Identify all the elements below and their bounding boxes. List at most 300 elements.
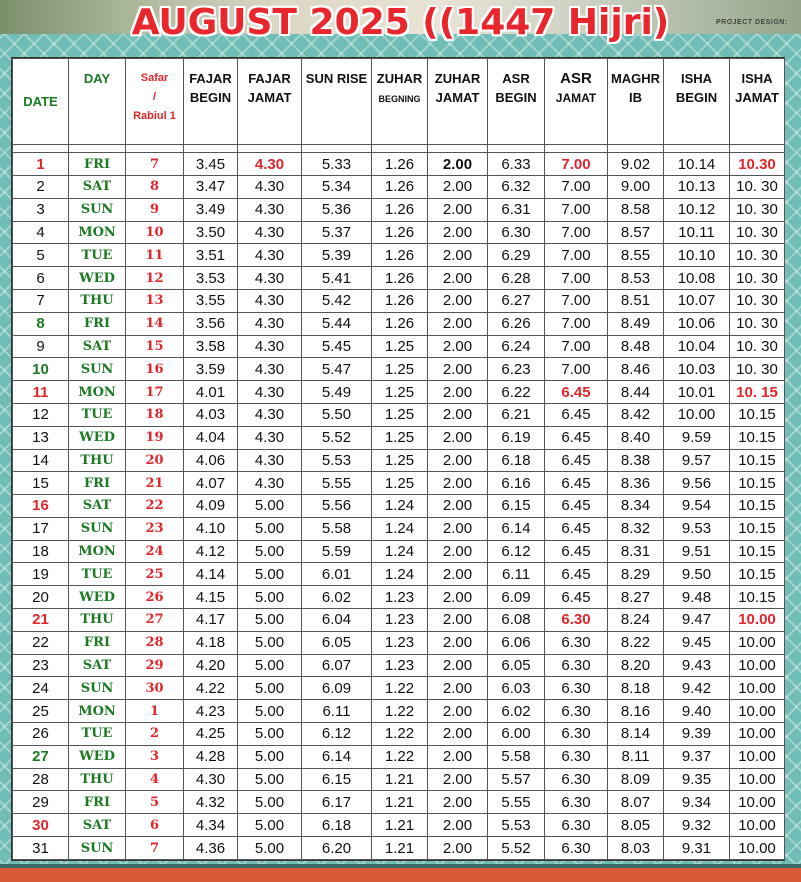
cell-hijri: 10: [126, 221, 184, 244]
project-credit: PROJECT DESIGN:: [716, 19, 788, 26]
cell-fajar-begin: 4.36: [184, 837, 238, 860]
table-row: [13, 814, 785, 837]
cell-asr-begin: 6.29: [488, 244, 545, 267]
cell-isha-jamat: 10.15: [730, 449, 785, 472]
prayer-timetable: [12, 58, 785, 860]
cell-isha-jamat: 10. 30: [730, 244, 785, 267]
cell-date: 26: [13, 723, 69, 746]
cell-hijri: 5: [126, 791, 184, 814]
cell-sunrise: 5.59: [302, 540, 372, 563]
cell-hijri: 22: [126, 495, 184, 518]
cell-fajar-begin: 3.58: [184, 335, 238, 358]
cell-maghrib: 9.02: [608, 153, 664, 176]
cell-fajar-begin: 4.28: [184, 745, 238, 768]
cell-zuhar-begin: 1.23: [372, 586, 428, 609]
cell-fajar-jamat: 4.30: [238, 449, 302, 472]
cell-isha-jamat: 10.15: [730, 472, 785, 495]
cell-maghrib: 8.36: [608, 472, 664, 495]
cell-day: FRI: [69, 791, 126, 814]
cell-asr-begin: 6.14: [488, 517, 545, 540]
cell-asr-jamat: 6.45: [545, 586, 608, 609]
cell-zuhar-jamat: 2.00: [428, 586, 488, 609]
cell-isha-begin: 10.10: [664, 244, 730, 267]
cell-fajar-begin: 4.07: [184, 472, 238, 495]
cell-date: 31: [13, 837, 69, 860]
cell-fajar-begin: 4.23: [184, 700, 238, 723]
cell-asr-jamat: 6.30: [545, 677, 608, 700]
header-fajar-begin: FAJAR BEGIN: [184, 59, 238, 145]
cell-day: SUN: [69, 517, 126, 540]
table-row: [13, 153, 785, 176]
cell-asr-jamat: 6.45: [545, 517, 608, 540]
cell-asr-begin: 6.28: [488, 267, 545, 290]
cell-asr-jamat: 6.30: [545, 745, 608, 768]
cell-isha-begin: 9.48: [664, 586, 730, 609]
table-row: [13, 472, 785, 495]
cell-zuhar-begin: 1.26: [372, 312, 428, 335]
cell-sunrise: 6.14: [302, 745, 372, 768]
cell-date: 15: [13, 472, 69, 495]
cell-fajar-begin: 3.59: [184, 358, 238, 381]
cell-fajar-begin: 4.34: [184, 814, 238, 837]
cell-day: MON: [69, 540, 126, 563]
cell-asr-jamat: 7.00: [545, 335, 608, 358]
cell-fajar-jamat: 4.30: [238, 403, 302, 426]
cell-zuhar-begin: 1.25: [372, 403, 428, 426]
cell-date: 4: [13, 221, 69, 244]
cell-fajar-begin: 4.32: [184, 791, 238, 814]
cell-isha-begin: 9.57: [664, 449, 730, 472]
cell-hijri: 20: [126, 449, 184, 472]
cell-hijri: 24: [126, 540, 184, 563]
cell-maghrib: 8.55: [608, 244, 664, 267]
cell-zuhar-jamat: 2.00: [428, 472, 488, 495]
cell-sunrise: 5.42: [302, 289, 372, 312]
cell-sunrise: 5.58: [302, 517, 372, 540]
cell-date: 13: [13, 426, 69, 449]
cell-fajar-jamat: 5.00: [238, 814, 302, 837]
cell-asr-begin: 5.52: [488, 837, 545, 860]
cell-asr-jamat: 6.30: [545, 609, 608, 632]
cell-sunrise: 5.41: [302, 267, 372, 290]
cell-maghrib: 8.07: [608, 791, 664, 814]
cell-maghrib: 8.18: [608, 677, 664, 700]
cell-maghrib: 8.42: [608, 403, 664, 426]
cell-isha-jamat: 10.00: [730, 654, 785, 677]
cell-sunrise: 6.01: [302, 563, 372, 586]
cell-zuhar-begin: 1.26: [372, 244, 428, 267]
cell-hijri: 13: [126, 289, 184, 312]
cell-zuhar-jamat: 2.00: [428, 267, 488, 290]
cell-date: 28: [13, 768, 69, 791]
cell-isha-jamat: 10.00: [730, 723, 785, 746]
cell-day: SUN: [69, 358, 126, 381]
cell-fajar-jamat: 4.30: [238, 267, 302, 290]
cell-date: 20: [13, 586, 69, 609]
cell-isha-begin: 9.31: [664, 837, 730, 860]
cell-isha-jamat: 10.15: [730, 517, 785, 540]
cell-zuhar-jamat: 2.00: [428, 244, 488, 267]
cell-day: TUE: [69, 403, 126, 426]
cell-date: 3: [13, 198, 69, 221]
cell-zuhar-jamat: 2.00: [428, 312, 488, 335]
cell-sunrise: 6.07: [302, 654, 372, 677]
cell-maghrib: 8.09: [608, 768, 664, 791]
cell-sunrise: 6.04: [302, 609, 372, 632]
cell-zuhar-begin: 1.23: [372, 654, 428, 677]
cell-zuhar-jamat: 2.00: [428, 540, 488, 563]
cell-hijri: 18: [126, 403, 184, 426]
cell-hijri: 8: [126, 175, 184, 198]
cell-zuhar-jamat: 2.00: [428, 198, 488, 221]
cell-isha-jamat: 10.00: [730, 677, 785, 700]
cell-zuhar-jamat: 2.00: [428, 335, 488, 358]
cell-fajar-begin: 4.01: [184, 381, 238, 404]
cell-fajar-jamat: 5.00: [238, 791, 302, 814]
cell-fajar-jamat: 5.00: [238, 495, 302, 518]
cell-hijri: 21: [126, 472, 184, 495]
table-row: [13, 381, 785, 404]
cell-fajar-begin: 3.55: [184, 289, 238, 312]
cell-zuhar-begin: 1.24: [372, 495, 428, 518]
cell-hijri: 19: [126, 426, 184, 449]
cell-zuhar-jamat: 2.00: [428, 153, 488, 176]
cell-date: 17: [13, 517, 69, 540]
cell-hijri: 23: [126, 517, 184, 540]
cell-fajar-jamat: 5.00: [238, 654, 302, 677]
cell-zuhar-begin: 1.25: [372, 335, 428, 358]
table-row: [13, 358, 785, 381]
cell-date: 7: [13, 289, 69, 312]
cell-isha-jamat: 10.00: [730, 814, 785, 837]
cell-asr-jamat: 7.00: [545, 175, 608, 198]
cell-asr-jamat: 6.45: [545, 381, 608, 404]
cell-isha-jamat: 10. 30: [730, 289, 785, 312]
cell-date: 6: [13, 267, 69, 290]
cell-asr-begin: 6.12: [488, 540, 545, 563]
cell-zuhar-jamat: 2.00: [428, 426, 488, 449]
header-fajar-jamat: FAJAR JAMAT: [238, 59, 302, 145]
cell-isha-jamat: 10.15: [730, 563, 785, 586]
cell-fajar-begin: 4.14: [184, 563, 238, 586]
cell-fajar-begin: 4.03: [184, 403, 238, 426]
header-day: DAY: [69, 59, 126, 145]
cell-fajar-jamat: 5.00: [238, 631, 302, 654]
cell-asr-begin: 6.23: [488, 358, 545, 381]
cell-hijri: 29: [126, 654, 184, 677]
cell-hijri: 15: [126, 335, 184, 358]
cell-zuhar-jamat: 2.00: [428, 609, 488, 632]
header-asr-jamat: ASR JAMAT: [545, 59, 608, 145]
cell-sunrise: 5.33: [302, 153, 372, 176]
cell-isha-jamat: 10. 30: [730, 221, 785, 244]
cell-hijri: 9: [126, 198, 184, 221]
cell-day: SAT: [69, 335, 126, 358]
cell-day: WED: [69, 745, 126, 768]
cell-date: 29: [13, 791, 69, 814]
cell-fajar-begin: 3.56: [184, 312, 238, 335]
cell-asr-jamat: 6.30: [545, 654, 608, 677]
table-row: [13, 335, 785, 358]
cell-fajar-jamat: 4.30: [238, 289, 302, 312]
cell-date: 24: [13, 677, 69, 700]
cell-zuhar-jamat: 2.00: [428, 654, 488, 677]
cell-day: THU: [69, 449, 126, 472]
table-row: [13, 267, 785, 290]
cell-zuhar-begin: 1.22: [372, 723, 428, 746]
cell-isha-jamat: 10.00: [730, 609, 785, 632]
cell-zuhar-begin: 1.24: [372, 540, 428, 563]
cell-sunrise: 5.34: [302, 175, 372, 198]
cell-isha-begin: 10.04: [664, 335, 730, 358]
cell-date: 1: [13, 153, 69, 176]
table-row: [13, 586, 785, 609]
cell-isha-jamat: 10.00: [730, 631, 785, 654]
header-date: DATE: [13, 59, 69, 145]
cell-hijri: 3: [126, 745, 184, 768]
table-row: [13, 403, 785, 426]
cell-maghrib: 8.46: [608, 358, 664, 381]
table-row: [13, 837, 785, 860]
cell-fajar-jamat: 4.30: [238, 472, 302, 495]
cell-asr-begin: 6.00: [488, 723, 545, 746]
cell-date: 18: [13, 540, 69, 563]
cell-maghrib: 8.29: [608, 563, 664, 586]
cell-isha-begin: 9.40: [664, 700, 730, 723]
cell-isha-begin: 10.13: [664, 175, 730, 198]
cell-fajar-jamat: 5.00: [238, 540, 302, 563]
cell-fajar-begin: 4.30: [184, 768, 238, 791]
cell-day: MON: [69, 700, 126, 723]
cell-maghrib: 9.00: [608, 175, 664, 198]
cell-fajar-jamat: 4.30: [238, 426, 302, 449]
cell-asr-jamat: 6.30: [545, 700, 608, 723]
cell-fajar-begin: 4.09: [184, 495, 238, 518]
cell-isha-jamat: 10.15: [730, 540, 785, 563]
cell-fajar-jamat: 4.30: [238, 381, 302, 404]
cell-isha-begin: 9.39: [664, 723, 730, 746]
cell-day: SAT: [69, 175, 126, 198]
page-title: AUGUST 2025 ((1447 Hijri): [131, 2, 670, 43]
cell-asr-jamat: 6.45: [545, 449, 608, 472]
cell-maghrib: 8.38: [608, 449, 664, 472]
cell-maghrib: 8.58: [608, 198, 664, 221]
table-row: [13, 791, 785, 814]
cell-asr-begin: 6.11: [488, 563, 545, 586]
cell-zuhar-begin: 1.26: [372, 153, 428, 176]
cell-maghrib: 8.51: [608, 289, 664, 312]
cell-maghrib: 8.05: [608, 814, 664, 837]
cell-asr-begin: 6.02: [488, 700, 545, 723]
cell-zuhar-begin: 1.21: [372, 791, 428, 814]
cell-asr-begin: 6.18: [488, 449, 545, 472]
cell-asr-begin: 6.03: [488, 677, 545, 700]
cell-hijri: 1: [126, 700, 184, 723]
cell-day: FRI: [69, 472, 126, 495]
header-zuhar-jamat: ZUHAR JAMAT: [428, 59, 488, 145]
cell-isha-begin: 10.03: [664, 358, 730, 381]
cell-isha-jamat: 10.15: [730, 426, 785, 449]
spacer-row: [13, 145, 785, 153]
cell-zuhar-begin: 1.21: [372, 837, 428, 860]
cell-isha-jamat: 10.00: [730, 745, 785, 768]
cell-asr-begin: 6.06: [488, 631, 545, 654]
table-row: [13, 426, 785, 449]
cell-date: 21: [13, 609, 69, 632]
cell-isha-jamat: 10.15: [730, 403, 785, 426]
cell-fajar-jamat: 5.00: [238, 768, 302, 791]
cell-isha-jamat: 10.30: [730, 153, 785, 176]
cell-zuhar-begin: 1.23: [372, 631, 428, 654]
cell-day: MON: [69, 221, 126, 244]
cell-fajar-begin: 3.50: [184, 221, 238, 244]
cell-day: FRI: [69, 631, 126, 654]
cell-sunrise: 5.47: [302, 358, 372, 381]
table-row: [13, 198, 785, 221]
cell-asr-begin: 6.09: [488, 586, 545, 609]
cell-asr-begin: 6.24: [488, 335, 545, 358]
cell-asr-jamat: 7.00: [545, 198, 608, 221]
cell-asr-jamat: 7.00: [545, 358, 608, 381]
cell-maghrib: 8.53: [608, 267, 664, 290]
cell-sunrise: 6.20: [302, 837, 372, 860]
cell-isha-begin: 9.35: [664, 768, 730, 791]
cell-zuhar-jamat: 2.00: [428, 768, 488, 791]
cell-isha-jamat: 10.00: [730, 768, 785, 791]
cell-day: SUN: [69, 677, 126, 700]
table-row: [13, 654, 785, 677]
cell-fajar-begin: 4.10: [184, 517, 238, 540]
cell-sunrise: 5.52: [302, 426, 372, 449]
cell-maghrib: 8.20: [608, 654, 664, 677]
cell-asr-jamat: 6.30: [545, 768, 608, 791]
cell-asr-begin: 6.27: [488, 289, 545, 312]
cell-maghrib: 8.11: [608, 745, 664, 768]
cell-sunrise: 5.53: [302, 449, 372, 472]
cell-day: THU: [69, 609, 126, 632]
cell-fajar-begin: 4.25: [184, 723, 238, 746]
cell-asr-jamat: 6.30: [545, 791, 608, 814]
cell-zuhar-begin: 1.26: [372, 289, 428, 312]
cell-zuhar-begin: 1.25: [372, 358, 428, 381]
cell-isha-begin: 10.12: [664, 198, 730, 221]
cell-maghrib: 8.49: [608, 312, 664, 335]
cell-date: 14: [13, 449, 69, 472]
cell-zuhar-jamat: 2.00: [428, 745, 488, 768]
cell-sunrise: 5.56: [302, 495, 372, 518]
cell-zuhar-jamat: 2.00: [428, 175, 488, 198]
cell-fajar-begin: 4.15: [184, 586, 238, 609]
cell-asr-begin: 6.30: [488, 221, 545, 244]
cell-isha-jamat: 10.00: [730, 837, 785, 860]
header-asr-begin: ASR BEGIN: [488, 59, 545, 145]
cell-day: FRI: [69, 153, 126, 176]
cell-day: WED: [69, 426, 126, 449]
cell-isha-begin: 10.06: [664, 312, 730, 335]
cell-date: 12: [13, 403, 69, 426]
cell-day: TUE: [69, 723, 126, 746]
cell-zuhar-jamat: 2.00: [428, 517, 488, 540]
table-row: [13, 768, 785, 791]
cell-day: TUE: [69, 244, 126, 267]
cell-sunrise: 6.05: [302, 631, 372, 654]
cell-maghrib: 8.57: [608, 221, 664, 244]
cell-hijri: 14: [126, 312, 184, 335]
cell-sunrise: 6.11: [302, 700, 372, 723]
cell-asr-begin: 6.16: [488, 472, 545, 495]
cell-asr-jamat: 7.00: [545, 312, 608, 335]
cell-fajar-begin: 3.53: [184, 267, 238, 290]
cell-day: THU: [69, 768, 126, 791]
cell-sunrise: 5.55: [302, 472, 372, 495]
cell-isha-begin: 9.50: [664, 563, 730, 586]
cell-isha-jamat: 10.15: [730, 495, 785, 518]
cell-zuhar-begin: 1.21: [372, 814, 428, 837]
cell-fajar-jamat: 5.00: [238, 586, 302, 609]
cell-date: 10: [13, 358, 69, 381]
cell-isha-jamat: 10. 30: [730, 175, 785, 198]
cell-maghrib: 8.22: [608, 631, 664, 654]
table-row: [13, 449, 785, 472]
cell-sunrise: 5.50: [302, 403, 372, 426]
cell-hijri: 17: [126, 381, 184, 404]
cell-zuhar-jamat: 2.00: [428, 791, 488, 814]
cell-fajar-jamat: 5.00: [238, 609, 302, 632]
cell-isha-begin: 9.45: [664, 631, 730, 654]
cell-fajar-jamat: 4.30: [238, 198, 302, 221]
cell-zuhar-begin: 1.25: [372, 449, 428, 472]
cell-maghrib: 8.32: [608, 517, 664, 540]
table-row: [13, 563, 785, 586]
cell-asr-begin: 6.31: [488, 198, 545, 221]
cell-isha-jamat: 10. 30: [730, 335, 785, 358]
cell-fajar-jamat: 5.00: [238, 700, 302, 723]
cell-hijri: 26: [126, 586, 184, 609]
cell-fajar-jamat: 4.30: [238, 244, 302, 267]
cell-hijri: 12: [126, 267, 184, 290]
cell-zuhar-jamat: 2.00: [428, 814, 488, 837]
cell-sunrise: 6.09: [302, 677, 372, 700]
cell-hijri: 6: [126, 814, 184, 837]
table-row: [13, 700, 785, 723]
cell-fajar-jamat: 4.30: [238, 153, 302, 176]
cell-hijri: 11: [126, 244, 184, 267]
cell-fajar-jamat: 4.30: [238, 175, 302, 198]
bottom-bar: [0, 868, 801, 882]
cell-date: 11: [13, 381, 69, 404]
table-row: [13, 609, 785, 632]
cell-zuhar-jamat: 2.00: [428, 677, 488, 700]
cell-asr-begin: 6.15: [488, 495, 545, 518]
cell-date: 16: [13, 495, 69, 518]
cell-fajar-begin: 4.04: [184, 426, 238, 449]
cell-isha-begin: 10.07: [664, 289, 730, 312]
cell-isha-begin: 10.14: [664, 153, 730, 176]
table-row: [13, 517, 785, 540]
cell-isha-begin: 10.08: [664, 267, 730, 290]
cell-sunrise: 5.44: [302, 312, 372, 335]
cell-isha-begin: 10.00: [664, 403, 730, 426]
cell-isha-begin: 9.42: [664, 677, 730, 700]
cell-isha-begin: 10.11: [664, 221, 730, 244]
cell-date: 9: [13, 335, 69, 358]
cell-zuhar-jamat: 2.00: [428, 837, 488, 860]
cell-asr-begin: 6.08: [488, 609, 545, 632]
cell-asr-begin: 6.05: [488, 654, 545, 677]
cell-zuhar-jamat: 2.00: [428, 403, 488, 426]
header-hijri: Safar / Rabiul 1: [126, 59, 184, 145]
cell-zuhar-jamat: 2.00: [428, 563, 488, 586]
